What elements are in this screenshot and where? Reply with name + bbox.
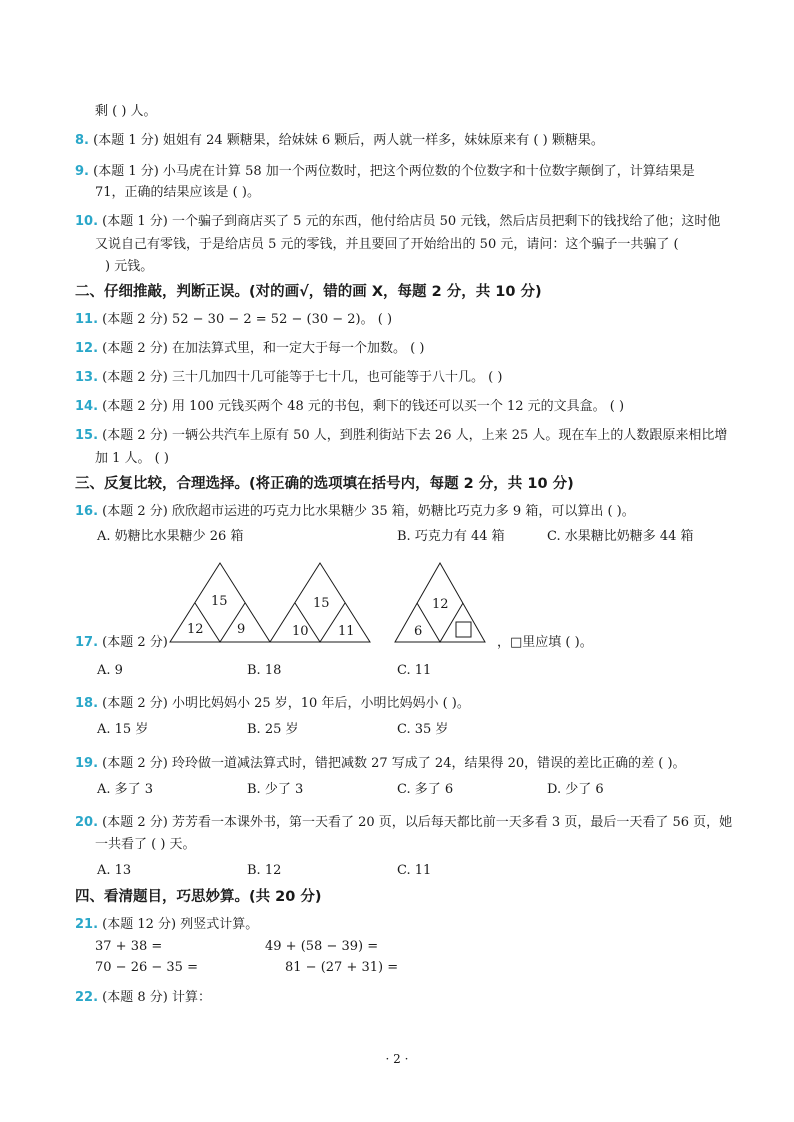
triangle-3-top: 12 xyxy=(432,597,449,612)
option-19-c: C. 多了 6 xyxy=(397,782,454,797)
calc-item-3: 70 − 26 − 35 = xyxy=(95,960,198,975)
question-21 xyxy=(75,916,258,934)
q7-continuation: 剩 ( ) 人。 xyxy=(95,104,157,119)
question-number: 15. xyxy=(75,428,99,443)
question-9-line2: 71，正确的结果应该是 ( )。 xyxy=(95,185,260,200)
answer-box-icon xyxy=(456,622,471,637)
option-20-c: C. 11 xyxy=(397,863,432,878)
question-text: (本题 2 分) 欣欣超市运进的巧克力比水果糖少 35 箱，奶糖比巧克力多 9 箱，可以算出 ( )。 xyxy=(102,504,635,519)
calc-item-4: 81 − (27 + 31) = xyxy=(285,960,399,975)
question-12 xyxy=(75,340,424,358)
question-number: 10. xyxy=(75,214,99,229)
option-16-b: B. 巧克力有 44 箱 xyxy=(397,529,505,544)
question-number: 22. xyxy=(75,990,99,1005)
question-text: (本题 2 分) 52 − 30 − 2 = 52 − (30 − 2)。 ( ) xyxy=(102,312,393,327)
question-14 xyxy=(75,398,624,416)
question-number: 12. xyxy=(75,341,99,356)
question-10-line3: ) 元钱。 xyxy=(105,259,154,274)
option-17-c: C. 11 xyxy=(397,663,432,678)
option-16-c: C. 水果糖比奶糖多 44 箱 xyxy=(547,529,694,544)
option-17-a: A. 9 xyxy=(97,663,123,678)
option-19-a: A. 多了 3 xyxy=(97,782,154,797)
page-number: · 2 · xyxy=(385,1052,409,1066)
question-10-line2: 又说自己有零钱，于是给店员 5 元的零钱，并且要回了开始给出的 50 元，请问：这个骗子一共骗了 ( xyxy=(95,237,679,252)
question-15-line2: 加 1 人。 ( ) xyxy=(95,451,169,466)
question-text: (本题 2 分) 芳芳看一本课外书，第一天看了 20 页，以后每天都比前一天多看 3 页，最后一天看了 56 页，她 xyxy=(102,815,733,830)
question-18 xyxy=(75,695,470,713)
question-20 xyxy=(75,814,732,832)
section-2-heading: 二、仔细推敲，判断正误。(对的画√，错的画 X，每题 2 分，共 10 分) xyxy=(75,284,542,300)
section-3-heading: 三、反复比较，合理选择。(将正确的选项填在括号内，每题 2 分，共 10 分) xyxy=(75,476,574,492)
question-text: (本题 8 分) 计算： xyxy=(102,990,211,1005)
question-text: (本题 1 分) 一个骗子到商店买了 5 元的东西，他付给店员 50 元钱，然后店员把剩下的钱找给了他；这时他 xyxy=(102,214,721,229)
question-10 xyxy=(75,213,720,231)
question-number: 9. xyxy=(75,164,89,179)
option-18-c: C. 35 岁 xyxy=(397,722,449,737)
question-text: (本题 2 分) 在加法算式里，和一定大于每一个加数。 ( ) xyxy=(102,341,425,356)
option-19-d: D. 少了 6 xyxy=(547,782,604,797)
section-4-heading: 四、看清题目，巧思妙算。(共 20 分) xyxy=(75,889,322,905)
question-text: (本题 2 分) 一辆公共汽车上原有 50 人，到胜利街站下去 26 人，上来 25 人。现在车上的人数跟原来相比增 xyxy=(102,428,728,443)
option-20-b: B. 12 xyxy=(247,863,282,878)
question-19 xyxy=(75,755,686,773)
option-18-a: A. 15 岁 xyxy=(97,722,149,737)
question-17-tail: ，□里应填 ( )。 xyxy=(497,635,593,650)
option-19-b: B. 少了 3 xyxy=(247,782,304,797)
question-number: 21. xyxy=(75,917,99,932)
calc-item-2: 49 + (58 − 39) = xyxy=(265,939,379,954)
question-8 xyxy=(75,132,604,150)
question-number: 11. xyxy=(75,312,99,327)
question-number: 14. xyxy=(75,399,99,414)
question-11 xyxy=(75,311,392,329)
question-text: (本题 1 分) 姐姐有 24 颗糖果，给妹妹 6 颗后，两人就一样多，妹妹原来有 ( ) 颗糖果。 xyxy=(93,133,604,148)
question-17 xyxy=(75,634,168,652)
triangle-2-right: 11 xyxy=(338,624,355,639)
question-text: (本题 2 分) 用 100 元钱买两个 48 元的书包，剩下的钱还可以买一个 12 元的文具盒。 ( ) xyxy=(102,399,625,414)
option-17-b: B. 18 xyxy=(247,663,282,678)
question-text: (本题 2 分) 小明比妈妈小 25 岁，10 年后，小明比妈妈小 ( )。 xyxy=(102,696,470,711)
triangle-1-top: 15 xyxy=(211,594,228,609)
question-9 xyxy=(75,163,695,181)
question-text: (本题 2 分) xyxy=(102,635,168,650)
question-13 xyxy=(75,369,502,387)
triangle-2-left: 10 xyxy=(292,624,309,639)
question-number: 13. xyxy=(75,370,99,385)
option-18-b: B. 25 岁 xyxy=(247,722,299,737)
triangle-1-left: 12 xyxy=(187,622,204,637)
question-15 xyxy=(75,427,727,445)
question-text: (本题 2 分) 玲玲做一道减法算式时，错把减数 27 写成了 24，结果得 20，错误的差比正确的差 ( )。 xyxy=(102,756,686,771)
question-number: 16. xyxy=(75,504,99,519)
calc-item-1: 37 + 38 = xyxy=(95,939,163,954)
option-20-a: A. 13 xyxy=(97,863,132,878)
triangle-1-right: 9 xyxy=(237,622,246,637)
question-number: 17. xyxy=(75,635,99,650)
triangle-2-top: 15 xyxy=(313,596,330,611)
question-number: 8. xyxy=(75,133,89,148)
question-text: (本题 2 分) 三十几加四十几可能等于七十几，也可能等于八十几。 ( ) xyxy=(102,370,503,385)
question-text: (本题 12 分) 列竖式计算。 xyxy=(102,917,259,932)
question-number: 20. xyxy=(75,815,99,830)
question-number: 18. xyxy=(75,696,99,711)
question-number: 19. xyxy=(75,756,99,771)
question-20-line2: 一共看了 ( ) 天。 xyxy=(95,837,196,852)
question-22 xyxy=(75,989,211,1007)
question-16 xyxy=(75,503,635,521)
question-text: (本题 1 分) 小马虎在计算 58 加一个两位数时，把这个两位数的个位数字和十位数字颠倒了，计算结果是 xyxy=(93,164,695,179)
triangle-3-left: 6 xyxy=(414,624,423,639)
triangle-puzzle-figure xyxy=(150,558,500,648)
option-16-a: A. 奶糖比水果糖少 26 箱 xyxy=(97,529,244,544)
